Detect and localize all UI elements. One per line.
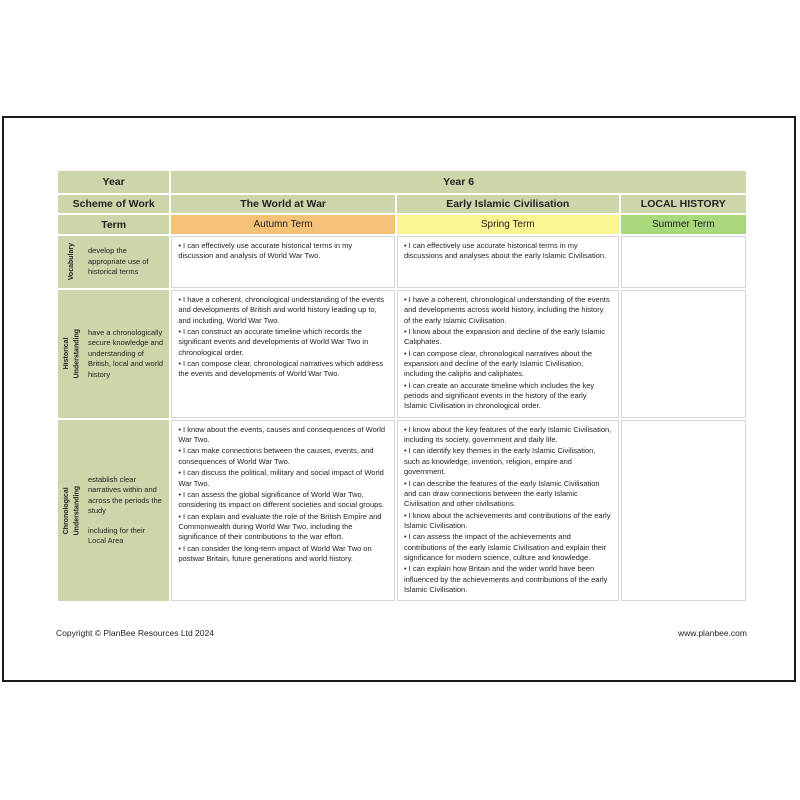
vocabulary-category-column bbox=[58, 236, 86, 288]
vocabulary-summer-objectives bbox=[621, 236, 746, 288]
copyright-text: Copyright © PlanBee Resources Ltd 2024 bbox=[56, 628, 214, 638]
chronological-descriptor-text-2: including for their Local Area bbox=[88, 525, 146, 546]
historical-spring-objectives bbox=[397, 290, 619, 418]
objective-bullet: • I can explain and evaluate the role of the British Empire and Commonwealth during World War Two, including the significance of their contributions to the war effort. bbox=[178, 511, 382, 542]
autumn-term-cell: Autumn Term bbox=[171, 215, 395, 234]
objective-bullet: • I can effectively use accurate historical terms in my discussion and analysis of World War Two. bbox=[178, 241, 353, 261]
label-line: Historical bbox=[62, 337, 70, 370]
chronological-label-inner bbox=[58, 420, 169, 602]
scheme-spring-cell: Early Islamic Civilisation bbox=[397, 195, 619, 213]
objective-bullet: • I can compose clear, chronological narratives which address the events and developments of World War Two. bbox=[178, 359, 384, 379]
objective-bullet: • I know about the achievements and contributions of the early Islamic Civilisation. bbox=[403, 510, 611, 530]
objective-bullet: • I can consider the long-term impact of World War Two on postwar Britain, future generations and world history. bbox=[178, 543, 372, 563]
objective-bullet: • I can explain how Britain and the wider world have been influenced by the achievements and contributions of the early Islamic Civilisation. bbox=[403, 564, 608, 594]
vocabulary-spring-objectives bbox=[397, 236, 619, 288]
objective-bullet: • I can discuss the political, military and social impact of World War Two. bbox=[178, 468, 384, 488]
historical-descriptor bbox=[86, 290, 169, 418]
historical-label-cell bbox=[58, 290, 169, 418]
scheme-row bbox=[58, 195, 746, 213]
label-line: Understanding bbox=[73, 329, 80, 379]
objective-bullet: • I can assess the global significance of World War Two, considering its impact on different societies and social groups. bbox=[178, 489, 385, 510]
objective-bullet: • I can create an accurate timeline which includes the key periods and significant events in the history of the early Islamic Civilisation in chronological order. bbox=[403, 380, 595, 411]
vocabulary-autumn-objectives bbox=[171, 236, 395, 288]
spring-term-cell: Spring Term bbox=[397, 215, 619, 234]
vocabulary-label-inner bbox=[58, 236, 169, 288]
vocabulary-descriptor-text: develop the appropriate use of historical terms bbox=[88, 246, 149, 277]
objective-bullet: • I know about the expansion and decline of the early Islamic Caliphates. bbox=[403, 327, 606, 347]
historical-label-inner bbox=[58, 290, 169, 418]
vocabulary-row bbox=[58, 236, 746, 288]
chronological-label-cell bbox=[58, 420, 169, 602]
chronological-descriptor-text: establish clear narratives within and across the periods the study bbox=[88, 474, 162, 516]
scheme-label-cell: Scheme of Work bbox=[58, 195, 169, 213]
historical-category-column bbox=[58, 290, 86, 418]
objective-bullet: • I know about the events, causes and consequences of World War Two. bbox=[178, 424, 386, 445]
objective-bullet: • I can make connections between the causes, events, and consequences of World War Two. bbox=[178, 446, 374, 466]
historical-summer-objectives bbox=[621, 290, 746, 418]
year-value-cell: Year 6 bbox=[171, 171, 746, 193]
historical-category-label bbox=[62, 329, 83, 378]
document-page bbox=[2, 116, 796, 682]
objective-bullet: • I can assess the impact of the achievements and contributions of the early Islamic Civilisation and explain their significance for modern science, culture and knowledge. bbox=[403, 532, 607, 562]
curriculum-table bbox=[56, 169, 748, 603]
objective-bullet: • I can describe the features of the early Islamic Civilisation and can draw connections between the early Islamic Civilisation and other civilisations. bbox=[403, 478, 600, 509]
chronological-descriptor bbox=[86, 420, 169, 602]
term-row bbox=[58, 215, 746, 234]
historical-descriptor-text: have a chronologically secure knowledge and understanding of British, local and world history bbox=[88, 327, 164, 379]
objective-bullet: • I can compose clear, chronological narratives about the expansion and decline of the early Islamic Civilisation, including the caliphs and caliphates. bbox=[403, 348, 593, 379]
chronological-category-label bbox=[62, 486, 83, 535]
scheme-summer-cell: LOCAL HISTORY bbox=[621, 195, 746, 213]
vocabulary-category-label bbox=[67, 243, 78, 280]
objective-bullet: • I can construct an accurate timeline which records the significant events and developments of World War Two in chronological order. bbox=[178, 327, 369, 357]
term-label-cell: Term bbox=[58, 215, 169, 234]
chronological-summer-objectives bbox=[621, 420, 746, 602]
page-footer bbox=[56, 628, 747, 638]
vocabulary-descriptor bbox=[86, 236, 169, 288]
objective-bullet: • I have a coherent, chronological understanding of the events and developments across world history, including the history of the early Islamic Civilisation. bbox=[403, 295, 610, 325]
scheme-autumn-cell: The World at War bbox=[171, 195, 395, 213]
objective-bullet: • I know about the key features of the early Islamic Civilisation, including its society, government and daily life. bbox=[403, 424, 612, 445]
year-label-cell: Year bbox=[58, 171, 169, 193]
objective-bullet: • I can effectively use accurate historical terms in my discussions and analyses about the early Islamic Civilisation. bbox=[403, 241, 607, 261]
historical-autumn-objectives bbox=[171, 290, 395, 418]
label-line: Understanding bbox=[73, 485, 80, 536]
label-line: Chronological bbox=[62, 487, 70, 535]
historical-row bbox=[58, 290, 746, 418]
chronological-row bbox=[58, 420, 746, 602]
label-line: Vocabulary bbox=[67, 243, 75, 281]
objective-bullet: • I have a coherent, chronological understanding of the events and developments of British and world history leading up to, and including, World War Two. bbox=[178, 295, 384, 325]
chronological-autumn-objectives bbox=[171, 420, 395, 602]
year-row bbox=[58, 171, 746, 193]
summer-term-cell: Summer Term bbox=[621, 215, 746, 234]
vocabulary-label-cell bbox=[58, 236, 169, 288]
chronological-category-column bbox=[58, 420, 86, 602]
chronological-spring-objectives bbox=[397, 420, 619, 602]
objective-bullet: • I can identify key themes in the early Islamic Civilisation, such as knowledge, invention, religion, empire and government. bbox=[403, 446, 596, 477]
website-text: www.planbee.com bbox=[678, 628, 747, 638]
